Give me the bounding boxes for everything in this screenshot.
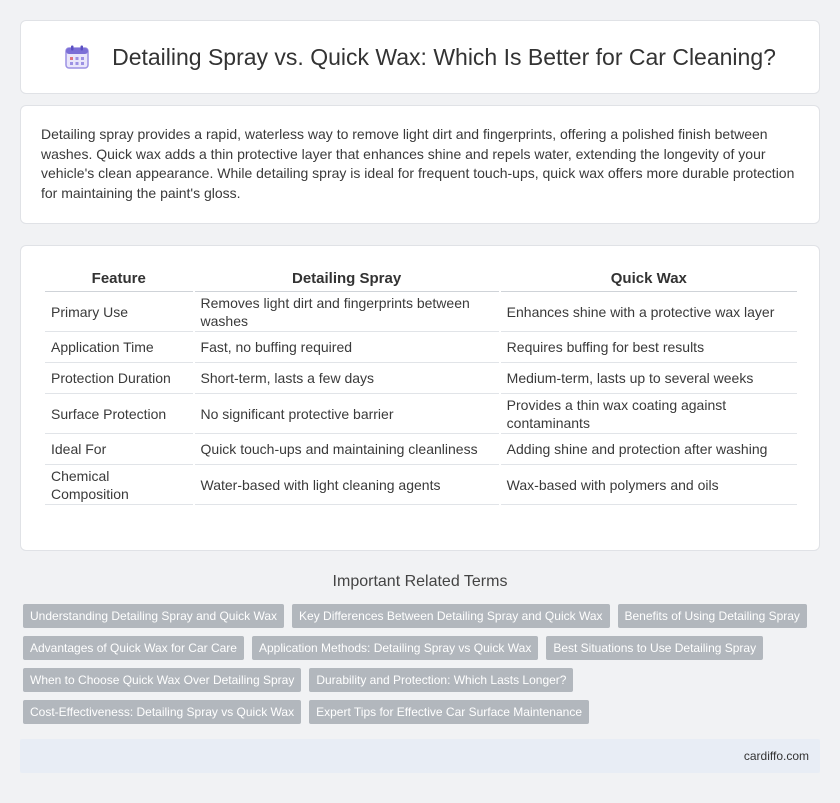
feature-cell: Primary Use [45, 292, 193, 332]
feature-cell: Ideal For [45, 434, 193, 465]
column-header-feature: Feature [45, 266, 193, 292]
detailing-spray-cell: Short-term, lasts a few days [195, 363, 499, 394]
detailing-spray-cell: Fast, no buffing required [195, 332, 499, 363]
related-term-tag[interactable]: Advantages of Quick Wax for Car Care [23, 636, 244, 660]
calendar-icon [64, 44, 90, 70]
footer-site-link[interactable]: cardiffo.com [743, 749, 809, 763]
related-term-tag[interactable]: Best Situations to Use Detailing Spray [546, 636, 763, 660]
quick-wax-cell: Wax-based with polymers and oils [501, 465, 797, 505]
related-term-tag[interactable]: Application Methods: Detailing Spray vs Quick Wax [252, 636, 538, 660]
intro-card [20, 105, 820, 224]
comparison-table [43, 266, 799, 505]
feature-cell: Chemical Composition [45, 465, 193, 505]
quick-wax-cell: Adding shine and protection after washing [501, 434, 797, 465]
quick-wax-cell: Medium-term, lasts up to several weeks [501, 363, 797, 394]
column-header-detailing-spray: Detailing Spray [195, 266, 499, 292]
quick-wax-cell: Requires buffing for best results [501, 332, 797, 363]
table-row [45, 465, 797, 505]
footer [20, 739, 820, 773]
feature-cell: Surface Protection [45, 394, 193, 434]
related-term-tag[interactable]: Key Differences Between Detailing Spray and Quick Wax [292, 604, 609, 628]
related-term-tag[interactable]: Benefits of Using Detailing Spray [618, 604, 807, 628]
detailing-spray-cell: Quick touch-ups and maintaining cleanliness [195, 434, 499, 465]
detailing-spray-cell: Water-based with light cleaning agents [195, 465, 499, 505]
related-terms-title: Important Related Terms [332, 573, 508, 590]
detailing-spray-cell: No significant protective barrier [195, 394, 499, 434]
table-row [45, 363, 797, 394]
feature-cell: Application Time [45, 332, 193, 363]
table-header-row [45, 266, 797, 292]
detailing-spray-cell: Removes light dirt and fingerprints between washes [195, 292, 499, 332]
header-card [20, 20, 820, 94]
table-row [45, 292, 797, 332]
related-term-tag[interactable]: Durability and Protection: Which Lasts Longer? [309, 668, 573, 692]
feature-cell: Protection Duration [45, 363, 193, 394]
table-row [45, 434, 797, 465]
comparison-table-card [20, 245, 820, 551]
intro-paragraph: Detailing spray provides a rapid, waterless way to remove light dirt and fingerprints, offering a polished finish between washes. Quick wax adds a thin protective layer that enhances shine and repels water, extending the longevity of your vehicle's clean appearance. While detailing spray is ideal for frequent touch-ups, quick wax offers more durable protection for maintaining the paint's gloss. [41, 126, 795, 201]
related-term-tag[interactable]: Understanding Detailing Spray and Quick Wax [23, 604, 284, 628]
quick-wax-cell: Enhances shine with a protective wax layer [501, 292, 797, 332]
related-term-tag[interactable]: When to Choose Quick Wax Over Detailing Spray [23, 668, 301, 692]
related-terms-tags [23, 604, 823, 724]
related-term-tag[interactable]: Cost-Effectiveness: Detailing Spray vs Quick Wax [23, 700, 301, 724]
table-row [45, 332, 797, 363]
column-header-quick-wax: Quick Wax [501, 266, 797, 292]
page-title: Detailing Spray vs. Quick Wax: Which Is Better for Car Cleaning? [112, 43, 776, 70]
related-term-tag[interactable]: Expert Tips for Effective Car Surface Maintenance [309, 700, 589, 724]
quick-wax-cell: Provides a thin wax coating against contaminants [501, 394, 797, 434]
table-row [45, 394, 797, 434]
